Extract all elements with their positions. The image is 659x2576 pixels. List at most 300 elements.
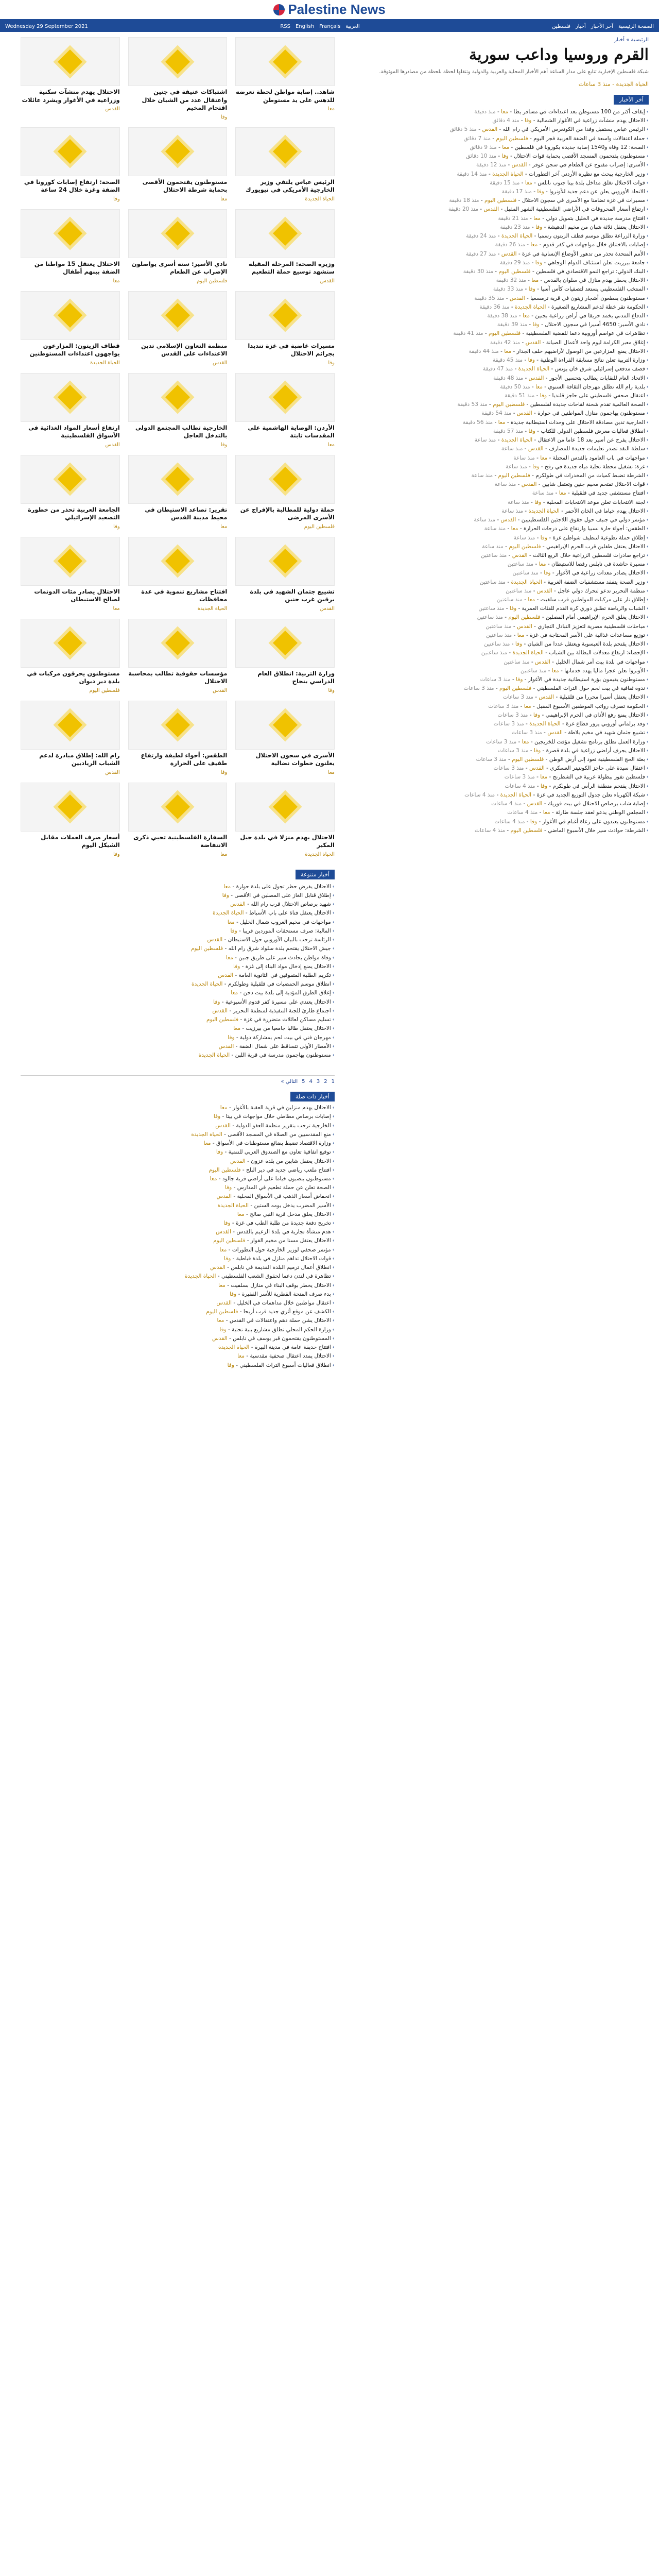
headline-text[interactable]: الاحتلال يعتقل شابين من بلدة عزون: [251, 1158, 331, 1164]
headline-text[interactable]: إطلاق حملة تطوعية لتنظيف شواطئ غزة: [552, 534, 645, 541]
card-thumbnail[interactable]: [21, 127, 120, 176]
list-item[interactable]: ›المنتخب الفلسطيني يستعد لتصفيات كأس آسيا - وفا - منذ 33 دقيقة: [493, 286, 649, 293]
list-item[interactable]: ›الاحتلال يفرج عن أسير بعد 18 عاما من الاعتقال - الحياة الجديدة - منذ ساعة: [474, 437, 649, 444]
headline-text[interactable]: الاحتلال يغلق الحرم الإبراهيمي أمام المصلين: [546, 614, 645, 621]
headline-source[interactable]: القدس: [207, 937, 223, 943]
news-card[interactable]: [21, 127, 120, 202]
headline-source[interactable]: القدس: [212, 1335, 228, 1342]
card-title[interactable]: مستوطنون يحرقون مركبات في بلدة دير دبوان: [27, 669, 120, 685]
headline-source[interactable]: معا: [219, 1246, 227, 1253]
article-source[interactable]: الحياة الجديدة - منذ 3 ساعات: [578, 81, 649, 88]
list-item[interactable]: ›شهيد برصاص الاحتلال قرب رام الله - القدس: [230, 901, 335, 908]
card-source[interactable]: وفا: [113, 851, 120, 857]
card-thumbnail[interactable]: [128, 373, 228, 422]
headline-source[interactable]: وفا: [223, 1220, 231, 1227]
list-item[interactable]: ›الاحتلال يهدم منشآت زراعية في الأغوار الشمالية - وفا - منذ 4 دقائق: [492, 117, 649, 124]
headline-text[interactable]: إغلاق معبر الكرامة ليوم واحد لأعمال الصيانة: [546, 339, 645, 346]
list-item[interactable]: ›مواجهات في مخيم العروب شمال الخليل - معا: [227, 919, 335, 925]
list-item[interactable]: ›الرئاسة ترحب بالبيان الأوروبي حول الاستيطان - القدس: [207, 937, 335, 943]
headline-text[interactable]: إصابات برصاص مطاطي خلال مواجهات في بيتا: [226, 1113, 331, 1120]
headline-text[interactable]: شبكة الكهرباء تعلن جدول التوزيع الجديد في غزة: [536, 791, 645, 798]
headline-source[interactable]: القدس: [218, 1043, 234, 1049]
headline-source[interactable]: الحياة الجديدة: [518, 366, 550, 372]
nav-link[interactable]: الصفحة الرئيسية: [618, 23, 654, 29]
list-item[interactable]: ›نادي الأسير: 4650 أسيرا في سجون الاحتلال - وفا - منذ 39 دقيقة: [497, 321, 649, 328]
nav-link[interactable]: فلسطين: [552, 23, 570, 29]
headline-source[interactable]: وفا: [533, 711, 541, 718]
headline-text[interactable]: غزة: تشغيل محطة تحلية مياه جديدة في رفح: [544, 463, 645, 470]
headline-text[interactable]: اعتقال مواطنين خلال مداهمات في الخليل: [237, 1300, 331, 1307]
card-thumbnail[interactable]: [128, 455, 228, 504]
headline-source[interactable]: فلسطين اليوم: [498, 472, 530, 479]
headline-text[interactable]: الصحة تعلن عن حملة تطعيم في المدارس: [237, 1184, 331, 1191]
news-card[interactable]: [235, 455, 335, 530]
list-item[interactable]: ›تخريج دفعة جديدة من طلبة الطب في غزة - وفا: [223, 1220, 335, 1227]
headline-text[interactable]: المنتخب الفلسطيني يستعد لتصفيات كأس آسيا: [541, 286, 645, 293]
card-thumbnail[interactable]: [128, 619, 228, 668]
card-title[interactable]: ارتفاع أسعار المواد الغذائية في الأسواق الفلسطينية: [28, 423, 120, 439]
list-item[interactable]: ›الخارجية تدين مصادقة الاحتلال على وحدات استيطانية جديدة - معا - منذ 56 دقيقة: [463, 419, 649, 426]
list-item[interactable]: ›الاحتلال يغلق مدخل قرية النبي صالح - معا: [237, 1211, 335, 1217]
headline-source[interactable]: معا: [217, 1317, 224, 1324]
headline-source[interactable]: القدس: [528, 446, 544, 452]
news-card[interactable]: [128, 537, 228, 612]
headline-source[interactable]: معا: [543, 809, 550, 816]
headline-source[interactable]: الحياة الجديدة: [512, 650, 544, 656]
list-item[interactable]: ›وفاة مواطن بحادث سير على طريق جنين - معا: [226, 954, 335, 961]
list-item[interactable]: ›إغلاق معبر الكرامة ليوم واحد لأعمال الصيانة - القدس - منذ 42 دقيقة: [490, 339, 649, 346]
list-item[interactable]: ›سلطة النقد تصدر تعليمات جديدة للمصارف - القدس - منذ ساعة: [501, 446, 649, 452]
headline-source[interactable]: فلسطين اليوم: [498, 268, 531, 275]
list-item[interactable]: ›وزير الصحة يتفقد مستشفيات الضفة الغربية - الحياة الجديدة - منذ ساعتين: [479, 579, 649, 585]
headline-source[interactable]: وفا: [509, 605, 517, 612]
news-card[interactable]: [235, 209, 335, 284]
page-link[interactable]: 3: [316, 1079, 320, 1085]
card-source[interactable]: وفا: [113, 523, 120, 530]
headline-source[interactable]: القدس: [512, 552, 528, 558]
headline-text[interactable]: الأسرى: إضراب مفتوح عن الطعام في سجن عوفر: [532, 162, 645, 168]
list-item[interactable]: ›وزارة العمل تطلق برنامج تشغيل مؤقت للخريجين - معا - منذ 3 ساعات: [486, 738, 649, 745]
list-item[interactable]: ›انطلاق موسم الحمضيات في قلقيلية وطولكرم - الحياة الجديدة: [192, 981, 335, 988]
headline-text[interactable]: الاحتلال يهدم منزلين في قرية العقبة بالأغوار: [233, 1105, 331, 1111]
headline-source[interactable]: القدس: [215, 1122, 231, 1129]
headline-text[interactable]: اجتماع طارئ للجنة التنفيذية لمنظمة التحرير: [233, 1007, 331, 1014]
headline-text[interactable]: إطلاق نار على مركبات المواطنين قرب سلفيت: [540, 597, 645, 603]
list-item[interactable]: ›الشرطة تضبط كميات من المخدرات في طولكرم - فلسطين اليوم - منذ ساعة: [471, 472, 649, 479]
news-card[interactable]: [21, 537, 120, 612]
list-item[interactable]: ›اعتقال سيدة على حاجز الكونتينر العسكري - القدس - منذ 3 ساعات: [493, 765, 649, 772]
list-item[interactable]: ›تشييع جثمان شهيد في مخيم بلاطة - القدس - منذ 3 ساعات: [511, 730, 649, 736]
headline-text[interactable]: انطلاق فعاليات أسبوع التراث الفلسطيني: [239, 1362, 331, 1368]
list-item[interactable]: ›تسليم مساكن لعائلات متضررة في غزة - فلسطين اليوم: [206, 1016, 335, 1023]
headline-source[interactable]: القدس: [527, 801, 543, 807]
list-item[interactable]: ›مستوطنون يعتدون على رعاة أغنام في الأغوار - وفا - منذ 4 ساعات: [494, 818, 649, 825]
headline-text[interactable]: انطلاق أعمال ترميم البلدة القديمة في نابلس: [231, 1264, 331, 1271]
list-item[interactable]: ›الاحتلال يعتقل شابين من بلدة عزون - القدس: [230, 1158, 335, 1164]
latest-news-tab[interactable]: أخر الأخبار: [614, 95, 649, 105]
headline-text[interactable]: منع المقدسيين من الصلاة في المسجد الأقصى: [228, 1131, 331, 1138]
card-thumbnail[interactable]: [235, 783, 335, 832]
list-item[interactable]: ›افتتاح مستشفى جديد في قلقيلية - معا - منذ ساعة: [532, 490, 649, 497]
list-item[interactable]: ›قوات الاحتلال تداهم منازل في بلدة قباطية - وفا: [224, 1255, 335, 1262]
headline-source[interactable]: معا: [539, 561, 546, 568]
list-item[interactable]: ›إصابات بالاختناق خلال مواجهات في كفر قدوم - معا - منذ 26 دقيقة: [495, 242, 649, 248]
headline-source[interactable]: معا: [528, 597, 535, 603]
list-item[interactable]: ›وزارة الحكم المحلي تطلق مشاريع بنية تحتية - وفا: [219, 1326, 335, 1333]
headline-text[interactable]: تظاهرة في لندن دعما لحقوق الشعب الفلسطيني: [221, 1273, 331, 1280]
headline-text[interactable]: الاحتلال يمنع إدخال مواد البناء إلى غزة: [245, 963, 331, 970]
card-title[interactable]: تشييع جثمان الشهيد في بلدة برقين غرب جنين: [250, 587, 335, 603]
card-thumbnail[interactable]: [235, 373, 335, 422]
headline-text[interactable]: الأمطار الأولى تتساقط على شمال الضفة: [239, 1043, 331, 1049]
card-source[interactable]: فلسطين اليوم: [89, 687, 120, 693]
headline-text[interactable]: الدفاع المدني يخمد حريقا في أراض زراعية بجنين: [535, 313, 645, 319]
headline-text[interactable]: حملة اعتقالات واسعة في الضفة الغربية فجر اليوم: [533, 135, 645, 142]
headline-text[interactable]: الشرطة: حوادث سير خلال الأسبوع الماضي: [548, 827, 645, 834]
page-link[interactable]: 4: [309, 1079, 313, 1085]
card-title[interactable]: اشتباكات عنيفة في جنين واعتقال عدد من الشبان خلال اقتحام المخيم: [142, 88, 228, 112]
headline-text[interactable]: إصابات بالاختناق خلال مواجهات في كفر قدوم: [543, 242, 645, 248]
headline-text[interactable]: الاحتلال يعتقل طالبا جامعيا من بيرزيت: [246, 1025, 331, 1032]
list-item[interactable]: ›الاحتلال يقتحم بلدة العيسوية ويعتقل عددا من الشبان - وفا - منذ ساعتين: [484, 641, 649, 648]
headline-source[interactable]: وفا: [216, 1149, 223, 1156]
headline-source[interactable]: معا: [531, 277, 539, 284]
headline-text[interactable]: وزارة الحكم المحلي تطلق مشاريع بنية تحتية: [232, 1326, 331, 1333]
headline-source[interactable]: القدس: [529, 765, 545, 772]
list-item[interactable]: ›انطلاق فعاليات أسبوع التراث الفلسطيني - وفا: [227, 1362, 335, 1368]
card-title[interactable]: شاهد.. إصابة مواطن لحظة تعرضه للدهس على يد مستوطن: [236, 88, 335, 104]
card-thumbnail[interactable]: [21, 537, 120, 586]
list-item[interactable]: ›تظاهرة في لندن دعما لحقوق الشعب الفلسطيني - الحياة الجديدة: [185, 1273, 335, 1280]
list-item[interactable]: ›الاحتلال يمنع رفع الأذان في الحرم الإبراهيمي - وفا - منذ 3 ساعات: [497, 711, 649, 718]
headline-source[interactable]: وفا: [515, 641, 523, 648]
headline-text[interactable]: الاتحاد العام للنقابات يطالب بتحسين الأجور: [549, 375, 645, 381]
card-thumbnail[interactable]: [235, 127, 335, 176]
card-source[interactable]: وفا: [328, 360, 335, 366]
card-source[interactable]: القدس: [213, 687, 228, 693]
headline-source[interactable]: معا: [559, 490, 566, 497]
list-item[interactable]: ›الاحتلال يعتقل مسنا من مخيم الفوار - فلسطين اليوم: [213, 1238, 335, 1244]
headline-source[interactable]: وفا: [535, 259, 543, 266]
headline-source[interactable]: معا: [517, 632, 525, 638]
card-source[interactable]: الحياة الجديدة: [90, 360, 120, 366]
headline-text[interactable]: جيش الاحتلال يقتحم بلدة سلواد شرق رام الله: [228, 945, 331, 952]
card-source[interactable]: وفا: [220, 769, 228, 775]
headline-source[interactable]: معا: [540, 454, 548, 461]
list-item[interactable]: ›وزارة الزراعة تطلق موسم قطف الزيتون رسميا - الحياة الجديدة - منذ 24 دقيقة: [466, 233, 649, 240]
headline-text[interactable]: وزارة العمل تطلق برنامج تشغيل مؤقت للخريجين: [534, 738, 645, 745]
headline-text[interactable]: الاحتلال يمدد اعتقال صحفية مقدسية: [250, 1353, 331, 1360]
breadcrumb[interactable]: [345, 37, 649, 43]
headline-text[interactable]: تكريم الطلبة المتفوقين في الثانوية العامة: [238, 972, 331, 979]
card-source[interactable]: معا: [220, 851, 228, 857]
headline-text[interactable]: الرئاسة ترحب بالبيان الأوروبي حول الاستيطان: [228, 937, 331, 943]
card-thumbnail[interactable]: [128, 37, 228, 86]
list-item[interactable]: ›الكشف عن موقع أثري جديد قرب أريحا - فلسطين اليوم: [206, 1309, 335, 1315]
list-item[interactable]: ›تكريم الطلبة المتفوقين في الثانوية العامة - القدس: [218, 972, 335, 979]
headline-text[interactable]: توقيع اتفاقية تعاون مع الصندوق العربي للتنمية: [228, 1149, 331, 1156]
list-item[interactable]: ›الاحتلال يعتقل طفلين قرب الحرم الإبراهيمي - فلسطين اليوم - منذ ساعة: [482, 543, 649, 550]
page-link[interactable]: التالي »: [281, 1079, 298, 1085]
news-card[interactable]: [235, 537, 335, 612]
headline-source[interactable]: معا: [231, 990, 238, 996]
headline-text[interactable]: الخارجية تدين مصادقة الاحتلال على وحدات استيطانية جديدة: [511, 419, 645, 426]
headline-text[interactable]: الصحة العالمية تقدم شحنة لقاحات جديدة لفلسطين: [530, 401, 645, 408]
list-item[interactable]: ›توقيع اتفاقية تعاون مع الصندوق العربي للتنمية - وفا: [216, 1149, 335, 1156]
card-source[interactable]: وفا: [113, 196, 120, 202]
headline-text[interactable]: افتتاح مستشفى جديد في قلقيلية: [571, 490, 645, 497]
card-source[interactable]: معا: [327, 769, 335, 775]
card-title[interactable]: افتتاح مشاريع تنموية في عدة محافظات: [141, 587, 228, 603]
news-card[interactable]: [21, 209, 120, 284]
list-item[interactable]: ›منظمة التحرير تدعو لتحرك دولي عاجل - القدس - منذ ساعتين: [506, 587, 649, 594]
headline-text[interactable]: الاحتلال يعتقل ثلاثة شبان من مخيم الدهيشة: [547, 224, 645, 230]
headline-text[interactable]: الحكومة تقر خطة لدعم المشاريع الصغيرة: [551, 303, 645, 310]
headline-text[interactable]: لجنة الانتخابات تعلن موعد الانتخابات المحلية: [546, 499, 645, 505]
news-card[interactable]: [128, 291, 228, 366]
headline-source[interactable]: معا: [535, 383, 543, 390]
news-card[interactable]: [128, 783, 228, 857]
headline-source[interactable]: فلسطين اليوم: [509, 543, 541, 550]
news-card[interactable]: [235, 783, 335, 857]
headline-source[interactable]: الحياة الجديدة: [185, 1273, 216, 1280]
card-thumbnail[interactable]: [128, 537, 228, 586]
page-link[interactable]: 1: [331, 1079, 335, 1085]
headline-text[interactable]: المالية: صرف مستحقات الموردين قريبا: [242, 927, 331, 934]
card-source[interactable]: القدس: [105, 769, 120, 775]
headline-source[interactable]: فلسطين اليوم: [484, 197, 517, 204]
card-source[interactable]: معا: [113, 278, 120, 284]
news-card[interactable]: [21, 701, 120, 775]
page-link[interactable]: 2: [324, 1079, 327, 1085]
list-item[interactable]: ›ارتفاع أسعار المحروقات في الأراضي الفلسطينية الشهر المقبل - القدس - منذ 20 دقيقة: [448, 206, 649, 213]
headline-source[interactable]: القدس: [516, 410, 532, 417]
card-title[interactable]: الاحتلال يهدم منزلا في بلدة جبل المكبر: [240, 833, 335, 849]
list-item[interactable]: ›إغلاق الطرق المؤدية إلى بلدة بيت دجن - معا: [231, 990, 335, 996]
list-item[interactable]: ›الاحتلال يعتدي على مسيرة كفر قدوم الأسبوعية - وفا: [213, 998, 335, 1005]
headline-source[interactable]: وفا: [530, 818, 537, 825]
list-item[interactable]: ›مؤتمر دولي في جنيف حول حقوق اللاجئين الفلسطينيين - القدس - منذ ساعة: [474, 517, 649, 523]
list-item[interactable]: ›إصابة شاب برصاص الاحتلال في بيت فوريك - القدس - منذ 4 ساعات: [491, 801, 649, 807]
headline-text[interactable]: تراجع صادرات فلسطين الزراعية خلال الربع الثالث: [532, 552, 645, 558]
headline-source[interactable]: فلسطين اليوم: [206, 1309, 238, 1315]
headline-text[interactable]: الاحتلال يقتحم منطقة الرأس في طولكرم: [552, 783, 645, 789]
list-item[interactable]: ›الاتحاد الأوروبي يعلن عن دعم جديد للأونروا - وفا - منذ 17 دقيقة: [501, 188, 649, 195]
list-item[interactable]: ›إطلاق نار على مركبات المواطنين قرب سلفيت - معا - منذ ساعتين: [496, 597, 649, 603]
list-item[interactable]: ›توزيع مساعدات غذائية على الأسر المحتاجة في غزة - معا - منذ ساعتين: [486, 632, 649, 638]
news-card[interactable]: [128, 619, 228, 693]
list-item[interactable]: ›إصابات برصاص مطاطي خلال مواجهات في بيتا - وفا: [213, 1113, 335, 1120]
card-source[interactable]: الحياة الجديدة: [305, 851, 335, 857]
headline-source[interactable]: معا: [530, 242, 538, 248]
card-source[interactable]: معا: [220, 523, 228, 530]
headline-text[interactable]: الأسير المضرب يدخل يومه الستين: [254, 1202, 331, 1209]
headline-text[interactable]: مستوطنون يقطعون أشجار زيتون في قرية ترمسعيا: [530, 295, 645, 301]
headline-source[interactable]: وفا: [537, 188, 544, 195]
headline-source[interactable]: معا: [220, 1105, 228, 1111]
list-item[interactable]: ›إطلاق حملة تطوعية لتنظيف شواطئ غزة - وفا - منذ ساعة: [513, 534, 649, 541]
headline-source[interactable]: الحياة الجديدة: [528, 507, 560, 514]
headline-text[interactable]: هدم منشأة تجارية في بلدة الزعيم بالقدس: [236, 1229, 331, 1235]
headline-source[interactable]: وفا: [528, 428, 535, 434]
card-title[interactable]: الرئيس عباس يلتقي وزير الخارجية الأمريكي في نيويورك: [246, 178, 335, 194]
card-title[interactable]: السفارة الفلسطينية تحيي ذكرى الانتفاضة: [133, 833, 228, 849]
headline-text[interactable]: الرئيس عباس يستقبل وفدا من الكونغرس الأمريكي في رام الله: [502, 126, 645, 133]
headline-text[interactable]: مواجهات في مخيم العروب شمال الخليل: [240, 919, 331, 925]
headline-source[interactable]: فلسطين اليوم: [508, 614, 541, 621]
card-title[interactable]: قطاف الزيتون: المزارعون يواجهون اعتداءات المستوطنين: [29, 342, 120, 358]
card-thumbnail[interactable]: [235, 209, 335, 258]
list-item[interactable]: ›الاحتلال يمنع إدخال مواد البناء إلى غزة - وفا: [233, 963, 335, 970]
headline-source[interactable]: وفا: [228, 1034, 235, 1041]
misc-news-tab[interactable]: أخبار متنوعة: [296, 870, 335, 879]
list-item[interactable]: ›الخارجية ترحب بتقرير منظمة العفو الدولية - القدس: [215, 1122, 335, 1129]
headline-source[interactable]: القدس: [521, 481, 537, 488]
headline-source[interactable]: وفا: [222, 892, 229, 899]
list-item[interactable]: ›الطقس: أجواء حارة نسبيا وارتفاع على درجات الحرارة - معا - منذ ساعة: [484, 526, 649, 532]
headline-source[interactable]: معا: [218, 1282, 226, 1289]
headline-source[interactable]: وفا: [540, 393, 547, 399]
headline-text[interactable]: مسيرة حاشدة في نابلس رفضا للاستيطان: [551, 561, 645, 568]
headline-source[interactable]: الحياة الجديدة: [511, 579, 542, 585]
language-link[interactable]: العربية: [345, 23, 360, 29]
headline-text[interactable]: جامعة بيرزيت تعلن استئناف الدوام الوجاهي: [547, 259, 645, 266]
card-title[interactable]: مؤسسات حقوقية تطالب بمحاسبة الاحتلال: [128, 669, 228, 685]
headline-text[interactable]: انطلاق موسم الحمضيات في قلقيلية وطولكرم: [228, 981, 331, 988]
list-item[interactable]: ›الأمطار الأولى تتساقط على شمال الضفة - القدس: [218, 1043, 335, 1049]
headline-source[interactable]: فلسطين اليوم: [209, 1166, 241, 1173]
headline-text[interactable]: الخارجية ترحب بتقرير منظمة العفو الدولية: [236, 1122, 331, 1129]
headline-text[interactable]: انطلاق فعاليات معرض فلسطين الدولي للكتاب: [541, 428, 645, 434]
list-item[interactable]: ›مستوطنون يهاجمون مدرسة في قرية اللبن - الحياة الجديدة: [198, 1052, 335, 1058]
headline-source[interactable]: معا: [523, 313, 530, 319]
headline-text[interactable]: وزير الخارجية يبحث مع نظيره الأردني آخر التطورات: [529, 171, 645, 177]
headline-text[interactable]: الاحتلال يفرج عن أسير بعد 18 عاما من الاعتقال: [537, 437, 645, 444]
headline-text[interactable]: نادي الأسير: 4650 أسيرا في سجون الاحتلال: [545, 321, 645, 328]
card-title[interactable]: الجامعة العربية تحذر من خطورة التصعيد الإسرائيلي: [27, 505, 120, 521]
list-item[interactable]: ›وزارة التربية تعلن نتائج مسابقة القراءة الوطنية - وفا - منذ 45 دقيقة: [492, 357, 649, 364]
headline-source[interactable]: الحياة الجديدة: [198, 1052, 230, 1058]
list-item[interactable]: ›مؤتمر صحفي لوزير الخارجية حول التطورات - معا: [219, 1246, 335, 1253]
breadcrumb-text[interactable]: الرئيسية » أخبار: [614, 37, 649, 43]
news-card[interactable]: [21, 455, 120, 530]
list-item[interactable]: ›الاحتلال يمدد اعتقال صحفية مقدسية - معا: [237, 1353, 335, 1360]
card-title[interactable]: أسعار صرف العملات مقابل الشيكل اليوم: [41, 833, 120, 849]
card-thumbnail[interactable]: [235, 537, 335, 586]
list-item[interactable]: ›الشرطة: حوادث سير خلال الأسبوع الماضي - فلسطين اليوم - منذ 4 ساعات: [474, 827, 649, 834]
card-thumbnail[interactable]: [128, 209, 228, 258]
headline-text[interactable]: وفد برلماني أوروبي يزور قطاع غزة: [566, 721, 645, 727]
headline-text[interactable]: بدء صرف المنحة القطرية للأسر الفقيرة: [241, 1291, 331, 1297]
headline-source[interactable]: فلسطين اليوم: [499, 685, 532, 692]
headline-text[interactable]: تخريج دفعة جديدة من طلبة الطب في غزة: [236, 1220, 331, 1227]
card-source[interactable]: الحياة الجديدة: [305, 196, 335, 202]
headline-source[interactable]: وفا: [516, 676, 523, 683]
headline-text[interactable]: مباحثات فلسطينية مصرية لتعزيز التبادل التجاري: [537, 623, 645, 630]
list-item[interactable]: ›البنك الدولي: تراجع النمو الاقتصادي في فلسطين - فلسطين اليوم - منذ 30 دقيقة: [463, 268, 649, 275]
list-item[interactable]: ›إيقاف أكثر من 100 مستوطن بعد اعتداءات في مسافر يطا - معا - منذ دقيقة: [474, 109, 649, 115]
headline-text[interactable]: بعثة الحج الفلسطينية تعود إلى أرض الوطن: [549, 756, 645, 762]
list-item[interactable]: ›الاحتلال يعتقل طالبا جامعيا من بيرزيت - معا: [233, 1025, 335, 1032]
headline-text[interactable]: الأونروا تعلن عجزا ماليا يهدد خدماتها: [564, 667, 645, 674]
headline-source[interactable]: الحياة الجديدة: [500, 791, 532, 798]
card-thumbnail[interactable]: [128, 291, 228, 340]
list-item[interactable]: ›الشباب والرياضة تطلق دوري كرة القدم للفئات العمرية - وفا - منذ ساعتين: [478, 605, 649, 612]
headline-text[interactable]: الاحتلال يعتقل أسيرا محررا من قلقيلية: [559, 694, 645, 701]
headline-text[interactable]: وزير الصحة يتفقد مستشفيات الضفة الغربية: [547, 579, 645, 585]
news-card[interactable]: [128, 127, 228, 202]
headline-source[interactable]: فلسطين اليوم: [512, 756, 544, 762]
headline-text[interactable]: بلدية رام الله تطلق مهرجان الثقافة السنوي: [548, 383, 645, 390]
news-card[interactable]: [235, 619, 335, 693]
list-item[interactable]: ›الاحتلال يصادر معدات زراعية في الأغوار - وفا - منذ ساعتين: [512, 570, 649, 577]
headline-text[interactable]: اعتقال صحفي فلسطيني على حاجز قلنديا: [552, 393, 645, 399]
headline-source[interactable]: وفا: [528, 286, 535, 293]
headline-source[interactable]: وفا: [534, 499, 542, 505]
headline-source[interactable]: القدس: [210, 1264, 226, 1271]
headline-text[interactable]: الاحتلال يغلق مدخل قرية النبي صالح: [250, 1211, 331, 1217]
headline-text[interactable]: شهيد برصاص الاحتلال قرب رام الله: [251, 901, 331, 908]
card-thumbnail[interactable]: [21, 373, 120, 422]
card-thumbnail[interactable]: [21, 455, 120, 504]
headline-text[interactable]: إصابة شاب برصاص الاحتلال في بيت فوريك: [547, 801, 645, 807]
headline-source[interactable]: وفا: [227, 1362, 234, 1368]
headline-source[interactable]: وفا: [213, 998, 220, 1005]
headline-text[interactable]: مستوطنون يهاجمون مدرسة في قرية اللبن: [235, 1052, 331, 1058]
headline-text[interactable]: تظاهرات في عواصم أوروبية دعما للقضية الفلسطينية: [526, 330, 645, 337]
headline-source[interactable]: القدس: [212, 1007, 228, 1014]
headline-text[interactable]: وزارة التربية تعلن نتائج مسابقة القراءة الوطنية: [540, 357, 645, 364]
card-title[interactable]: رام الله: إطلاق مبادرة لدعم الشباب الرياديين: [39, 751, 120, 767]
headline-text[interactable]: وزارة الزراعة تطلق موسم قطف الزيتون رسميا: [537, 233, 645, 240]
headline-text[interactable]: مؤتمر دولي في جنيف حول حقوق اللاجئين الفلسطينيين: [521, 517, 645, 523]
card-source[interactable]: وفا: [220, 114, 228, 120]
headline-text[interactable]: تشييع جثمان شهيد في مخيم بلاطة: [568, 730, 645, 736]
headline-text[interactable]: الأمم المتحدة تحذر من تدهور الأوضاع الإنسانية في غزة: [522, 250, 645, 257]
card-thumbnail[interactable]: [21, 37, 120, 86]
headline-source[interactable]: معا: [525, 179, 532, 186]
list-item[interactable]: ›الأونروا تعلن عجزا ماليا يهدد خدماتها - معا - منذ ساعتين: [521, 667, 649, 674]
list-item[interactable]: ›الاتحاد العام للنقابات يطالب بتحسين الأجور - القدس - منذ 48 دقيقة: [493, 375, 649, 381]
list-item[interactable]: ›اعتقال مواطنين خلال مداهمات في الخليل - القدس: [216, 1300, 335, 1307]
headline-text[interactable]: المجلس الوطني يدعو لعقد جلسة طارئة: [556, 809, 645, 816]
list-item[interactable]: ›انطلاق فعاليات معرض فلسطين الدولي للكتاب - وفا - منذ 57 دقيقة: [493, 428, 649, 434]
card-title[interactable]: الطقس: أجواء لطيفة وارتفاع طفيف على الحرارة: [141, 751, 228, 767]
headline-source[interactable]: الحياة الجديدة: [192, 981, 223, 988]
list-item[interactable]: ›مستوطنون يقتحمون المسجد الأقصى بحماية قوات الاحتلال - وفا - منذ 10 دقائق: [466, 153, 649, 160]
list-item[interactable]: ›المجلس الوطني يدعو لعقد جلسة طارئة - معا - منذ 4 ساعات: [507, 809, 649, 816]
list-item[interactable]: ›مستوطنون يقطعون أشجار زيتون في قرية ترمسعيا - القدس - منذ 35 دقيقة: [474, 295, 649, 301]
list-item[interactable]: ›الاحتلال يغلق الحرم الإبراهيمي أمام المصلين - فلسطين اليوم - منذ ساعتين: [477, 614, 649, 621]
headline-source[interactable]: فلسطين اليوم: [190, 945, 223, 952]
card-source[interactable]: القدس: [320, 605, 335, 612]
list-item[interactable]: ›الاحتلال يقتحم منطقة الرأس في طولكرم - وفا - منذ 4 ساعات: [505, 783, 649, 789]
list-item[interactable]: ›الاحتلال يعتقل أسيرا محررا من قلقيلية - القدس - منذ 3 ساعات: [502, 694, 649, 701]
headline-source[interactable]: معا: [223, 883, 231, 890]
list-item[interactable]: ›تراجع صادرات فلسطين الزراعية خلال الربع الثالث - القدس - منذ ساعتين: [481, 552, 649, 558]
headline-source[interactable]: وفا: [533, 747, 541, 754]
headline-text[interactable]: انخفاض أسعار الذهب في الأسواق المحلية: [237, 1193, 331, 1200]
news-card[interactable]: [21, 291, 120, 366]
headline-text[interactable]: الاحتلال يعتقل فتاة على باب الأسباط: [249, 910, 331, 917]
card-thumbnail[interactable]: [21, 783, 120, 832]
headline-source[interactable]: الحياة الجديدة: [529, 721, 561, 727]
headline-text[interactable]: المستوطنون يقتحمون قبر يوسف في نابلس: [233, 1335, 331, 1342]
card-source[interactable]: معا: [113, 605, 120, 612]
card-thumbnail[interactable]: [21, 209, 120, 258]
headline-source[interactable]: الحياة الجديدة: [217, 1202, 249, 1209]
headline-text[interactable]: إطلاق قنابل الغاز على المصلين في الأقصى: [234, 892, 331, 899]
